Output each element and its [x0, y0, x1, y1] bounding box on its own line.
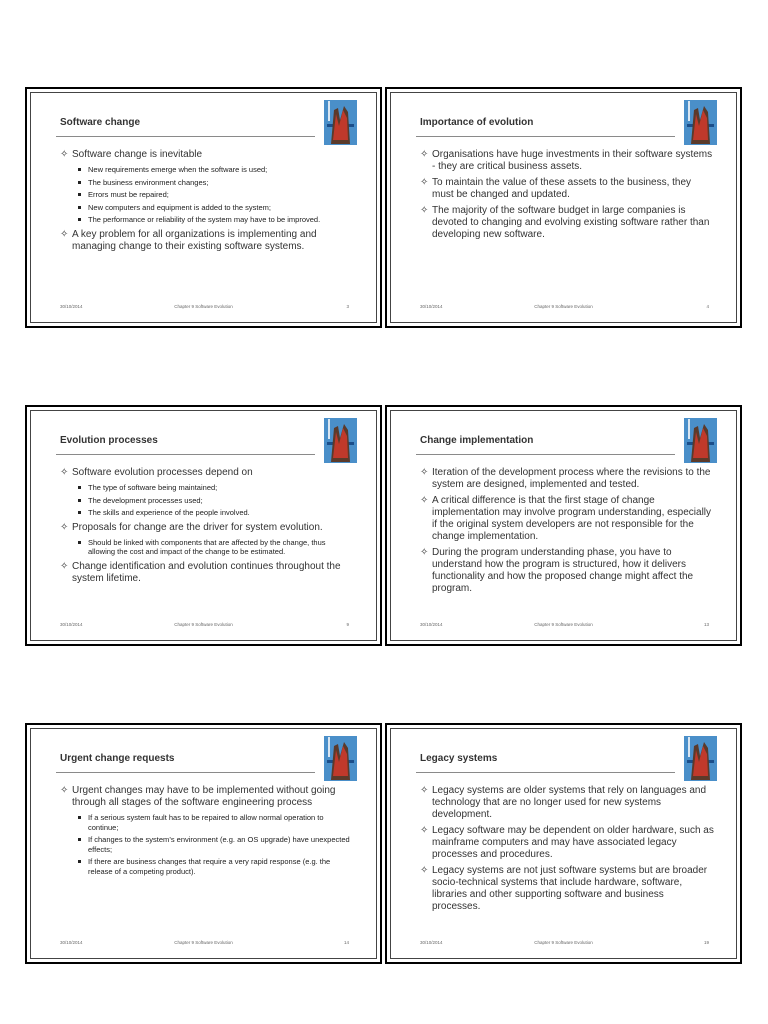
sub-bullet-text: Should be linked with components that are affected by the change, thus allowing the cost and impact of the change to be estimated.	[88, 537, 326, 556]
sub-bullet-text: If a serious system fault has to be repaired to allow normal operation to continue;	[88, 813, 324, 832]
diamond-bullet-icon: ✧	[420, 547, 429, 558]
sub-bullet-text: The skills and experience of the people involved.	[88, 508, 250, 517]
slide-title: Evolution processes	[60, 435, 158, 446]
diamond-bullet-icon: ✧	[60, 467, 69, 478]
slide-number: 4	[706, 304, 709, 309]
diamond-bullet-icon: ✧	[420, 149, 429, 160]
slide-body	[420, 785, 714, 917]
slide-number: 19	[703, 940, 709, 945]
bullet	[420, 547, 714, 595]
square-bullet-icon	[78, 541, 81, 544]
sub-bullet	[60, 508, 354, 518]
sub-bullet	[60, 190, 354, 200]
sub-bullet	[60, 813, 354, 832]
sub-bullet-list	[60, 165, 354, 225]
bullet-text: Change identification and evolution continues throughout the system lifetime.	[72, 560, 341, 584]
slide-body	[420, 467, 714, 599]
diamond-bullet-icon: ✧	[420, 205, 429, 216]
slide-date: 30/10/2014	[420, 622, 443, 627]
bullet-text: Organisations have huge investments in their software systems - they are critical business assets.	[432, 149, 713, 172]
sub-bullet-text: The development processes used;	[88, 495, 203, 505]
slide-body	[60, 467, 354, 589]
bullet	[60, 229, 354, 253]
square-bullet-icon	[78, 168, 81, 171]
title-divider	[56, 772, 315, 773]
slide-title: Software change	[60, 117, 141, 128]
bullet	[420, 205, 714, 241]
bullet-text: Legacy software may be dependent on older hardware, such as mainframe computers and may have associated legacy processes and procedures.	[432, 825, 714, 860]
slide-body	[420, 149, 714, 245]
title-divider	[56, 136, 315, 137]
sub-bullet-text: Errors must be repaired;	[88, 190, 169, 199]
slide-chapter: Chapter 9 Software Evolution	[534, 304, 593, 309]
slide-date: 30/10/2014	[60, 304, 83, 309]
sub-bullet-text: New requirements emerge when the software is used;	[88, 165, 268, 174]
title-divider	[416, 454, 675, 455]
bullet	[60, 561, 354, 585]
slide-frame	[390, 410, 737, 641]
sub-bullet-text: The business environment changes;	[88, 177, 209, 187]
diamond-bullet-icon: ✧	[60, 149, 69, 160]
sub-bullet	[60, 835, 354, 854]
slide-title: Importance of evolution	[420, 117, 534, 128]
slide-number: 14	[343, 940, 349, 945]
slide-chapter: Chapter 9 Software Evolution	[174, 622, 233, 627]
square-bullet-icon	[78, 218, 81, 221]
bullet	[420, 495, 714, 543]
slide-body	[60, 149, 354, 257]
book-cover-icon	[324, 418, 357, 463]
slide-title: Legacy systems	[420, 753, 498, 764]
slide-frame	[30, 728, 377, 959]
sub-bullet-list	[60, 538, 354, 557]
bullet-text: To maintain the value of these assets to the business, they must be changed and updated.	[432, 177, 692, 200]
book-cover-icon	[324, 100, 357, 145]
diamond-bullet-icon: ✧	[420, 495, 429, 506]
bullet-text: Legacy systems are older systems that rely on languages and technology that are no longer used for new systems development.	[432, 785, 707, 820]
slide-date: 30/10/2014	[60, 622, 83, 627]
slide-frame	[390, 728, 737, 959]
slide-number: 13	[703, 622, 709, 627]
bullet-text: During the program understanding phase, you have to understand how the program is structured, how it delivers functionality and how the proposed change might affect the program.	[432, 547, 694, 594]
title-divider	[56, 454, 315, 455]
square-bullet-icon	[78, 499, 81, 502]
square-bullet-icon	[78, 511, 81, 514]
square-bullet-icon	[78, 816, 81, 819]
sub-bullet	[60, 203, 354, 213]
bullet-text: Software change is inevitable	[72, 149, 203, 160]
slide-frame	[390, 92, 737, 323]
square-bullet-icon	[78, 181, 81, 184]
slide-number: 9	[346, 622, 349, 627]
title-divider	[416, 772, 675, 773]
slide-urgent-change-requests	[25, 723, 382, 964]
slide-title: Change implementation	[420, 435, 534, 446]
slide-date: 30/10/2014	[420, 304, 443, 309]
bullet	[420, 825, 714, 861]
slide-chapter: Chapter 9 Software Evolution	[174, 304, 233, 309]
bullet	[420, 149, 714, 173]
sub-bullet	[60, 178, 354, 188]
bullet-text: The majority of the software budget in large companies is devoted to changing and evolving existing software rather than developing new software.	[432, 205, 710, 240]
bullet	[60, 522, 354, 534]
diamond-bullet-icon: ✧	[60, 785, 69, 796]
bullet-text: A critical difference is that the first stage of change implementation may involve program understanding, especially if the original system developers are not responsible for the change implementation.	[432, 495, 712, 542]
diamond-bullet-icon: ✧	[60, 560, 69, 572]
slide-chapter: Chapter 9 Software Evolution	[174, 940, 233, 945]
slide-software-change	[25, 87, 382, 328]
slide-evolution-processes	[25, 405, 382, 646]
bullet	[420, 467, 714, 491]
square-bullet-icon	[78, 193, 81, 196]
bullet	[420, 785, 714, 821]
bullet-text: Urgent changes may have to be implemented without going through all stages of the software engineering process	[72, 785, 336, 808]
book-cover-icon	[684, 736, 717, 781]
bullet	[420, 177, 714, 201]
square-bullet-icon	[78, 206, 81, 209]
book-cover-icon	[684, 100, 717, 145]
book-cover-icon	[324, 736, 357, 781]
bullet	[60, 467, 354, 479]
sub-bullet-text: If changes to the system’s environment (e.g. an OS upgrade) have unexpected effects;	[88, 835, 350, 854]
book-cover-icon	[684, 418, 717, 463]
diamond-bullet-icon: ✧	[60, 521, 69, 533]
bullet-text: Software evolution processes depend on	[72, 467, 253, 478]
slide-number: 3	[346, 304, 349, 309]
diamond-bullet-icon: ✧	[420, 825, 429, 836]
slide-body	[60, 785, 354, 880]
bullet	[60, 785, 354, 809]
bullet-text: Legacy systems are not just software systems but are broader socio-technical systems that include hardware, software, libraries and other supporting software and business processes.	[432, 865, 708, 912]
slide-change-implementation	[385, 405, 742, 646]
slide-legacy-systems	[385, 723, 742, 964]
sub-bullet	[60, 165, 354, 175]
bullet-text: Proposals for change are the driver for system evolution.	[72, 521, 323, 533]
sub-bullet	[60, 483, 354, 493]
title-divider	[416, 136, 675, 137]
diamond-bullet-icon: ✧	[420, 785, 429, 796]
slide-frame	[30, 410, 377, 641]
slide-chapter: Chapter 9 Software Evolution	[534, 622, 593, 627]
sub-bullet-text: If there are business changes that require a very rapid response (e.g. the release of a competing product).	[88, 857, 331, 876]
bullet	[420, 865, 714, 913]
sub-bullet	[60, 857, 354, 876]
square-bullet-icon	[78, 486, 81, 489]
square-bullet-icon	[78, 860, 81, 863]
slide-date: 30/10/2014	[420, 940, 443, 945]
slide-title: Urgent change requests	[60, 753, 175, 764]
sub-bullet-text: The performance or reliability of the system may have to be improved.	[88, 215, 321, 224]
slide-importance-of-evolution	[385, 87, 742, 328]
slide-chapter: Chapter 9 Software Evolution	[534, 940, 593, 945]
sub-bullet	[60, 538, 354, 557]
diamond-bullet-icon: ✧	[420, 467, 429, 478]
sub-bullet-list	[60, 813, 354, 876]
diamond-bullet-icon: ✧	[420, 177, 429, 188]
sub-bullet-list	[60, 483, 354, 518]
slide-date: 30/10/2014	[60, 940, 83, 945]
square-bullet-icon	[78, 838, 81, 841]
diamond-bullet-icon: ✧	[60, 228, 69, 240]
bullet-text: A key problem for all organizations is implementing and managing change to their existing software systems.	[72, 228, 317, 252]
sub-bullet	[60, 215, 354, 225]
diamond-bullet-icon: ✧	[420, 865, 429, 876]
bullet-text: Iteration of the development process where the revisions to the system are designed, implemented and tested.	[432, 467, 711, 490]
sub-bullet	[60, 496, 354, 506]
slide-frame	[30, 92, 377, 323]
sub-bullet-text: The type of software being maintained;	[88, 483, 218, 492]
sub-bullet-text: New computers and equipment is added to the system;	[88, 202, 272, 212]
bullet	[60, 149, 354, 161]
